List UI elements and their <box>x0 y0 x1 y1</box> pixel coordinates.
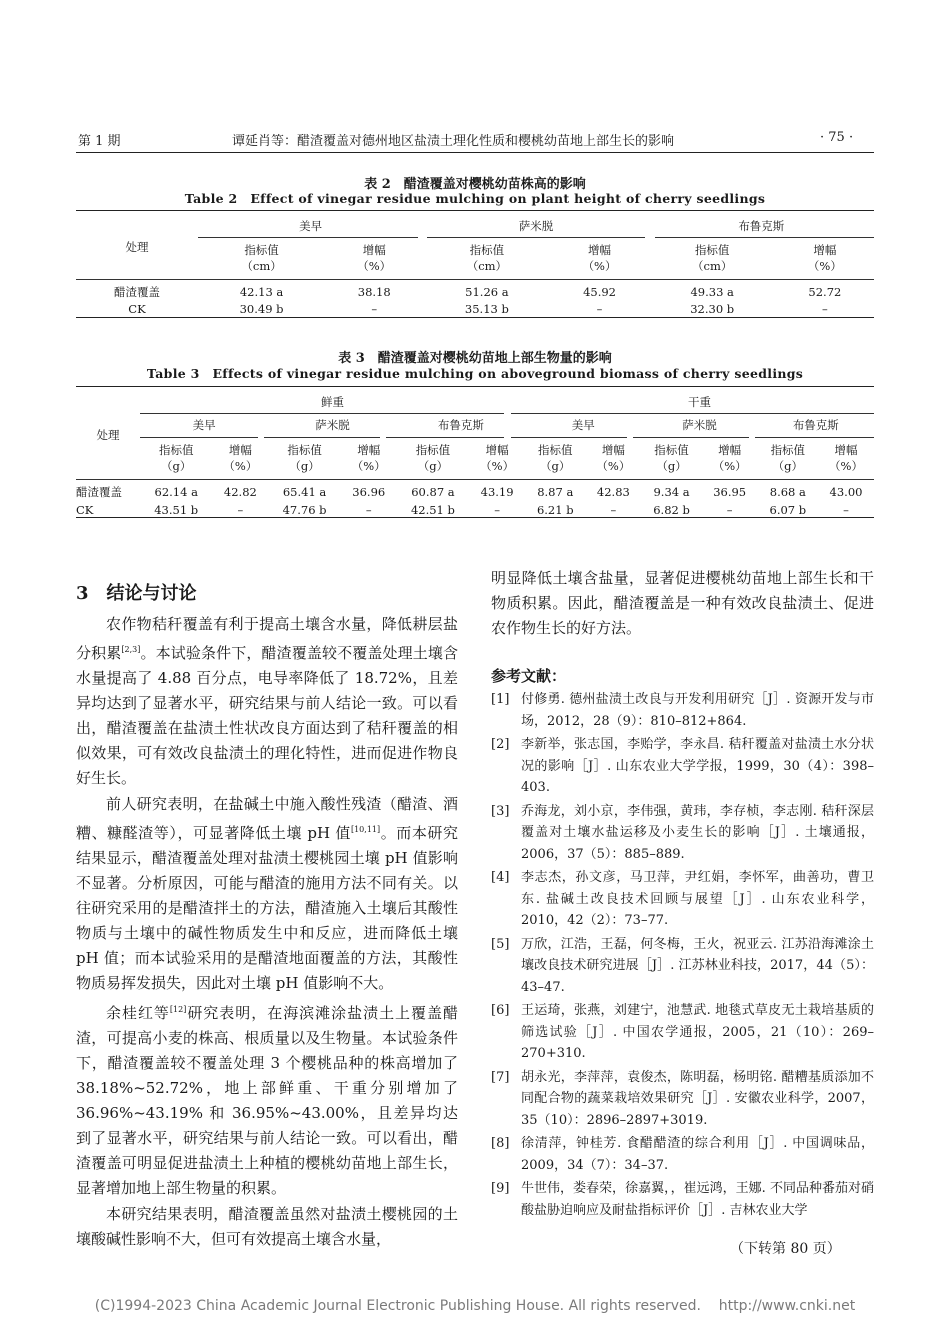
table2-col-increase: 增幅 （%） <box>807 243 842 273</box>
table-cell: 43.00 <box>829 485 863 499</box>
table-cell: 36.96 <box>352 485 386 499</box>
table-row <box>76 501 874 518</box>
table-cell: 6.82 b <box>653 502 690 517</box>
table3-col-increase: 增幅 （%） <box>480 443 515 473</box>
list-item: [4] 李志杰，孙文彦，马卫萍，尹红娟，李怀军，曲善功，曹卫东. 盐碱土改良技术回顾与展望［J］. 山东农业科学，2010，42（2）：73–77. <box>491 870 874 928</box>
table3-col-increase: 增幅 （%） <box>351 443 386 473</box>
table-row <box>76 283 874 300</box>
table-cell: 42.82 <box>223 485 257 499</box>
running-title: 谭延肖等：醋渣覆盖对德州地区盐渍土理化性质和樱桃幼苗地上部生长的影响 <box>232 134 675 149</box>
left-column <box>76 612 458 1252</box>
table-cell: 42.13 a <box>239 284 284 299</box>
table-cell: 60.87 a <box>411 485 455 499</box>
table3-supergroup-dry: 干重 <box>688 394 712 409</box>
table3-col-increase: 增幅 （%） <box>223 443 258 473</box>
table-cell: 9.34 a <box>653 485 690 499</box>
table-cell: 45.92 <box>583 284 616 299</box>
table2-col-increase: 增幅 （%） <box>582 243 617 273</box>
table3-group: 萨米脱 <box>315 418 350 432</box>
citation: [10,11] <box>350 825 381 834</box>
continued-note: （下转第 80 页） <box>730 1241 841 1257</box>
table-row <box>76 300 874 317</box>
page-number: · 75 · <box>820 130 854 145</box>
list-item: [3] 乔海龙，刘小京，李伟强，黄玮，李存桢，李志刚. 秸秆深层覆盖对土壤水盐运移及小麦生长的影响［J］. 土壤通报，2006，37（5）：885–889. <box>491 803 874 862</box>
row-label: 醋渣覆盖 <box>114 284 160 299</box>
list-item: [6] 王运琦，张燕，刘建宁，池慧武. 地毯式草皮无土栽培基质的筛选试验［J］. 中国农学通报，2005，21（10）：269–270+310. <box>491 1003 874 1061</box>
table3-col-increase: 增幅 （%） <box>829 443 863 473</box>
table3-col-value: 指标值 （g） <box>415 443 451 473</box>
table3-caption-en: Table 3 Effects of vinegar residue mulching on aboveground biomass of cherry seedlings <box>146 366 804 381</box>
table3-supergroup-fresh: 鲜重 <box>321 394 345 409</box>
table-cell: – <box>371 301 378 316</box>
paragraph: 余桂红等[12]研究表明，在海滨滩涂盐渍土上覆盖醋渣，可提高小麦的株高、根质量以及生物量。本试验条件下，醋渣覆盖较不覆盖处理 3 个樱桃品种的株高增加了 38.18%~52.72%，地上部鲜重、干重分别增加了 36.96%~43.19% 和 36.95%~43.00%，且差异均达到了显著水平，研究结果与前人结论一致。可以看出，醋渣覆盖可明显促进盐渍土上种植的樱桃幼苗地上部生长，显著增加地上部生物量的积累。 <box>76 1004 458 1197</box>
table3 <box>76 390 874 518</box>
table-cell: – <box>237 502 244 517</box>
table3-group: 美早 <box>192 418 216 432</box>
table-cell: – <box>596 301 603 316</box>
table3-top-rule <box>76 386 874 387</box>
table-cell: 43.19 <box>480 485 514 499</box>
table3-caption-cn: 表 3 醋渣覆盖对樱桃幼苗地上部生物量的影响 <box>338 351 612 366</box>
paragraph-continued: 明显降低土壤含盐量，显著促进樱桃幼苗地上部生长和干物质积累。因此，醋渣覆盖是一种有效改良盐渍土、促进农作物生长的好方法。 <box>491 569 874 637</box>
table-cell: 8.68 a <box>769 485 806 499</box>
table-cell: 43.51 b <box>154 502 199 517</box>
citation: [12] <box>169 1005 187 1014</box>
table-cell: 42.51 b <box>410 502 455 517</box>
table-cell: 65.41 a <box>282 485 327 499</box>
table3-col-value: 指标值 （g） <box>654 443 689 473</box>
table2-group-meizao: 美早 <box>299 219 323 233</box>
reference-list <box>491 689 874 1221</box>
table-row <box>76 483 874 501</box>
table3-col-value: 指标值 （g） <box>770 443 806 473</box>
list-item: [2] 李新举，张志国，李贻学，李永昌. 秸秆覆盖对盐渍土水分状况的影响［J］. 山东农业大学学报，1999，30（4）：398–403. <box>491 737 874 795</box>
paragraph: 农作物秸秆覆盖有利于提高土壤含水量，降低耕层盐分积累[2,3]。本试验条件下，醋渣覆盖较不覆盖处理土壤含水量提高了 4.88 百分点，电导率降低了 18.72%，且差异均达到了显著水平，研究结果与前人结论一致。可以看出，醋渣覆盖在盐渍土性状改良方面达到了秸秆覆盖的相似效果，可有效改良盐渍土的理化特性，进而促进作物良好生长。 <box>76 615 458 787</box>
table-cell: 35.13 b <box>464 301 509 316</box>
table-cell: – <box>365 502 372 517</box>
table-cell: – <box>822 301 828 316</box>
table3-row-header: 处理 <box>96 427 120 442</box>
table3-col-value: 指标值 （g） <box>158 443 194 473</box>
copyright-footer: (C)1994-2023 China Academic Journal Electronic Publishing House. All rights reserved. http://www.cnki.net <box>94 1298 856 1314</box>
table2-group-brooks: 布鲁克斯 <box>738 219 785 233</box>
table-cell: – <box>610 502 617 517</box>
row-label: CK <box>128 301 146 316</box>
list-item: [7] 胡永光，李萍萍，袁俊杰，陈明磊，杨明铭. 醋糟基质添加不同配合物的蔬菜栽培效果研究［J］. 安徽农业科学，2007，35（10）：2896–2897+3019. <box>491 1069 874 1128</box>
table2-caption-en: Table 2 Effect of vinegar residue mulching on plant height of cherry seedlings <box>184 191 766 206</box>
table2-top-rule <box>76 210 874 211</box>
table2-col-value: 指标值 （cm） <box>692 243 733 273</box>
row-label: 醋渣覆盖 <box>76 485 122 499</box>
table2 <box>76 215 874 317</box>
table2-row-header: 处理 <box>125 240 149 254</box>
table-cell: 32.30 b <box>690 301 735 316</box>
table2-col-value: 指标值 （cm） <box>466 243 508 273</box>
header-rule <box>76 152 874 153</box>
table-cell: 49.33 a <box>690 284 734 299</box>
issue-number: 第 1 期 <box>78 134 121 149</box>
table3-group: 萨米脱 <box>682 418 717 432</box>
table3-col-value: 指标值 （g） <box>287 443 322 473</box>
paragraph: 本研究结果表明，醋渣覆盖虽然对盐渍土樱桃园的土壤酸碱性影响不大，但可有效提高土壤含水量， <box>76 1205 458 1248</box>
list-item: [8] 徐清萍，钟桂芳. 食醋醋渣的综合利用［J］. 中国调味品，2009，34（7）：34–37. <box>491 1136 874 1173</box>
references-heading: 参考文献： <box>491 667 567 685</box>
table-cell: 62.14 a <box>154 485 198 499</box>
table-cell: – <box>494 502 500 517</box>
table-cell: 30.49 b <box>239 301 284 316</box>
table2-col-value: 指标值 （cm） <box>241 243 282 273</box>
table2-caption-cn: 表 2 醋渣覆盖对樱桃幼苗株高的影响 <box>364 177 586 192</box>
table3-group: 美早 <box>571 418 595 432</box>
table3-col-value: 指标值 （g） <box>538 443 573 473</box>
table3-col-increase: 增幅 （%） <box>596 443 631 473</box>
list-item: [1] 付修勇. 德州盐渍土改良与开发利用研究［J］. 资源开发与市场，2012，28（9）：810–812+864. <box>491 692 874 729</box>
table3-group: 布鲁克斯 <box>792 418 839 432</box>
list-item: [5] 万欣，江浩，王磊，何冬梅，王火，祝亚云. 江苏沿海滩涂土壤改良技术研究进展［J］. 江苏林业科技，2017，44（5）：43–47. <box>491 936 874 995</box>
table-cell: – <box>843 502 849 517</box>
section-heading: 3 结论与讨论 <box>76 583 197 604</box>
table-cell: 38.18 <box>357 284 391 299</box>
table-cell: 36.95 <box>713 485 747 499</box>
table3-group: 布鲁克斯 <box>437 418 484 432</box>
table2-group-samito: 萨米脱 <box>518 219 554 233</box>
table-cell: 6.21 b <box>536 502 574 517</box>
row-label: CK <box>76 502 94 517</box>
table-cell: 47.76 b <box>282 502 327 517</box>
citation: [2,3] <box>121 645 141 654</box>
table-cell: 52.72 <box>808 284 842 299</box>
table3-col-increase: 增幅 （%） <box>712 443 747 473</box>
table-cell: 8.87 a <box>537 485 574 499</box>
table2-bottom-rule <box>76 317 874 318</box>
table2-col-increase: 增幅 （%） <box>357 243 392 273</box>
paragraph: 前人研究表明，在盐碱土中施入酸性残渣（醋渣、酒糟、糠醛渣等），可显著降低土壤 pH 值[10,11]。而本研究结果显示，醋渣覆盖处理对盐渍土樱桃园土壤 pH 值影响不显著。分析原因，可能与醋渣的施用方法不同有关。以往研究采用的是醋渣拌土的方法，醋渣施入土壤后其酸性物质与土壤中的碱性物质发生中和反应，进而降低土壤 pH 值；而本试验采用的是醋渣地面覆盖的方法，其酸性物质易挥发损失，因此对土壤 pH 值影响不大。 <box>76 795 458 992</box>
table-cell: 51.26 a <box>465 284 509 299</box>
table-cell: 6.07 b <box>769 502 807 517</box>
table-cell: 42.83 <box>596 485 630 499</box>
list-item: [9] 牛世伟，娄春荣，徐嘉翼，，崔远鸿，王娜. 不同品种番茄对硝酸盐胁迫响应及耐盐指标评价［J］. 吉林农业大学 <box>491 1181 874 1218</box>
table-cell: – <box>726 502 733 517</box>
